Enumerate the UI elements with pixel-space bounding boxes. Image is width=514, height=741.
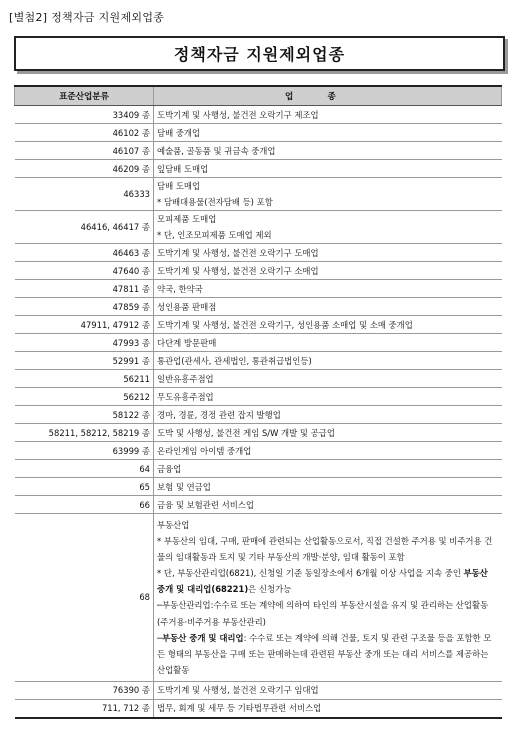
table-row (15, 106, 502, 124)
table-row (15, 370, 502, 388)
exclusion-table (14, 85, 502, 719)
title-box (14, 36, 505, 71)
industry-name: 도박 및 사행성, 불건전 게임 S/W 개발 및 공급업 (157, 427, 335, 438)
industry-name: 도박기계 및 사행성, 불건전 오락기구 임대업 (157, 685, 319, 696)
industry-note-exception (157, 565, 499, 597)
industry-code: 46107 종 (15, 142, 154, 160)
table-row (15, 142, 502, 160)
industry-desc (154, 142, 502, 160)
industry-desc (154, 370, 502, 388)
table-row (15, 478, 502, 496)
industry-name: 법무, 회계 및 세무 등 기타법무관련 서비스업 (157, 703, 322, 714)
industry-desc (154, 388, 502, 406)
industry-desc (154, 496, 502, 514)
industry-note: * 부동산의 임대, 구매, 판매에 관련되는 산업활동으로서, 직접 건설한 주거용 및 비주거용 건물의 임대활동과 토지 및 기타 부동산의 개발·분양, 임대 활동이 포함 (157, 536, 493, 563)
industry-code: 66 (15, 496, 154, 514)
header-code: 표준산업분류 (15, 86, 154, 106)
table-row (15, 244, 502, 262)
industry-name: 통관업(관세사, 관세법인, 통관취급법인등) (157, 355, 312, 366)
industry-desc (154, 160, 502, 178)
industry-code: 47859 종 (15, 298, 154, 316)
industry-desc (154, 460, 502, 478)
industry-code: 46209 종 (15, 160, 154, 178)
table-row (15, 298, 502, 316)
industry-desc (154, 316, 502, 334)
industry-note: * 단, 인조모피제품 도매업 제외 (157, 230, 272, 240)
industry-desc (154, 478, 502, 496)
table-row (15, 211, 502, 244)
industry-name: 다단계 방문판매 (157, 337, 217, 348)
page-title: 정책자금 지원제외업종 (173, 45, 346, 64)
sub-bold: 부동산 중개 및 대리업 (162, 632, 244, 643)
industry-name: 모피제품 도매업 (157, 214, 217, 224)
industry-desc (154, 424, 502, 442)
table-row (15, 496, 502, 514)
industry-name: 담배 중개업 (157, 127, 201, 138)
industry-code: 711, 712 종 (15, 699, 154, 718)
table-row (15, 460, 502, 478)
industry-desc (154, 681, 502, 699)
table-row (15, 160, 502, 178)
table-row (15, 262, 502, 280)
industry-desc (154, 262, 502, 280)
industry-code: 47911, 47912 종 (15, 316, 154, 334)
industry-code: 47811 종 (15, 280, 154, 298)
industry-code: 46333 (15, 178, 154, 211)
table-row (15, 442, 502, 460)
dash: ─ (157, 632, 163, 643)
table-row (15, 681, 502, 699)
table-header-row (15, 86, 502, 106)
industry-name: 담배 도매업 (157, 181, 201, 191)
industry-name: 무도유흥주점업 (157, 391, 214, 402)
industry-code: 58211, 58212, 58219 종 (15, 424, 154, 442)
industry-name: 도박기계 및 사행성, 불건전 오락기구 도매업 (157, 247, 319, 258)
industry-desc (154, 442, 502, 460)
industry-code: 46463 종 (15, 244, 154, 262)
industry-code: 47640 종 (15, 262, 154, 280)
industry-code: 52991 종 (15, 352, 154, 370)
industry-name: 예술품, 골동품 및 귀금속 중개업 (157, 145, 276, 156)
table-row (15, 388, 502, 406)
industry-code: 63999 종 (15, 442, 154, 460)
note-text: * 단, 부동산관리업(6821), 신청일 기준 동일장소에서 6개월 이상 사업을 지속 중인 (157, 568, 464, 579)
sub-definition (157, 630, 499, 678)
industry-desc (154, 211, 502, 244)
table-row (15, 699, 502, 718)
industry-desc (154, 280, 502, 298)
industry-name: 부동산업 (157, 520, 190, 530)
industry-name: 잎담배 도매업 (157, 163, 209, 174)
table-row (15, 424, 502, 442)
industry-desc (154, 406, 502, 424)
header-desc (154, 86, 502, 106)
table-row (15, 178, 502, 211)
table-row (15, 316, 502, 334)
industry-code: 46102 종 (15, 124, 154, 142)
industry-desc (154, 124, 502, 142)
industry-name: 경마, 경륜, 경정 관련 잡지 발행업 (157, 409, 281, 420)
industry-name: 도박기계 및 사행성, 불건전 오락기구 소매업 (157, 265, 319, 276)
header-desc-left: 업 (285, 92, 294, 102)
industry-desc (154, 699, 502, 718)
note-text: 은 신청가능 (248, 584, 292, 595)
industry-name: 일반유흥주점업 (157, 373, 214, 384)
industry-name: 보험 및 연금업 (157, 481, 211, 492)
industry-desc (154, 178, 502, 211)
industry-name: 온라인게임 아이템 중개업 (157, 445, 252, 456)
industry-name: 금융 및 보험관련 서비스업 (157, 499, 254, 510)
industry-code: 76390 종 (15, 681, 154, 699)
industry-name: 도박기계 및 사행성, 불건전 오락기구 제조업 (157, 109, 319, 120)
industry-note: * 담배대용물(전자담배 등) 포함 (157, 197, 273, 207)
industry-desc (154, 352, 502, 370)
table-row (15, 124, 502, 142)
note-bold: 부동산 중개 및 대리업(68221) (157, 568, 488, 595)
industry-desc (154, 334, 502, 352)
industry-desc (154, 244, 502, 262)
industry-desc (154, 106, 502, 124)
industry-name: 금융업 (157, 463, 182, 474)
table-row (15, 334, 502, 352)
table-row (15, 280, 502, 298)
industry-name: 약국, 한약국 (157, 283, 203, 294)
industry-desc (154, 514, 502, 682)
annex-label: [별첨2] 정책자금 지원제외업종 (9, 11, 165, 24)
industry-name: 성인용품 판매점 (157, 301, 217, 312)
industry-code: 68 (15, 514, 154, 682)
table-row (15, 352, 502, 370)
industry-code: 46416, 46417 종 (15, 211, 154, 244)
sub-definition: ─부동산관리업:수수료 또는 계약에 의하여 타인의 부동산시설을 유지 및 관리하는 산업활동(주거용·비주거용 부동산관리) (157, 600, 489, 627)
industry-code: 47993 종 (15, 334, 154, 352)
industry-name: 도박기계 및 사행성, 불건전 오락기구, 성인용품 소매업 및 소매 중개업 (157, 319, 413, 330)
industry-desc (154, 298, 502, 316)
header-desc-right: 종 (327, 92, 336, 102)
industry-code: 64 (15, 460, 154, 478)
sub-text: : 수수료 또는 계약에 의해 건물, 토지 및 관련 구조물 등을 포함한 모든 형태의 부동산을 구매 또는 판매하는데 관련된 부동산 중개 또는 대리 서비스를 제공하는 산업활동 (157, 632, 492, 675)
table-row-realestate (15, 514, 502, 682)
industry-code: 65 (15, 478, 154, 496)
industry-code: 56212 (15, 388, 154, 406)
industry-code: 58122 종 (15, 406, 154, 424)
table-row (15, 406, 502, 424)
industry-code: 33409 종 (15, 106, 154, 124)
industry-code: 56211 (15, 370, 154, 388)
